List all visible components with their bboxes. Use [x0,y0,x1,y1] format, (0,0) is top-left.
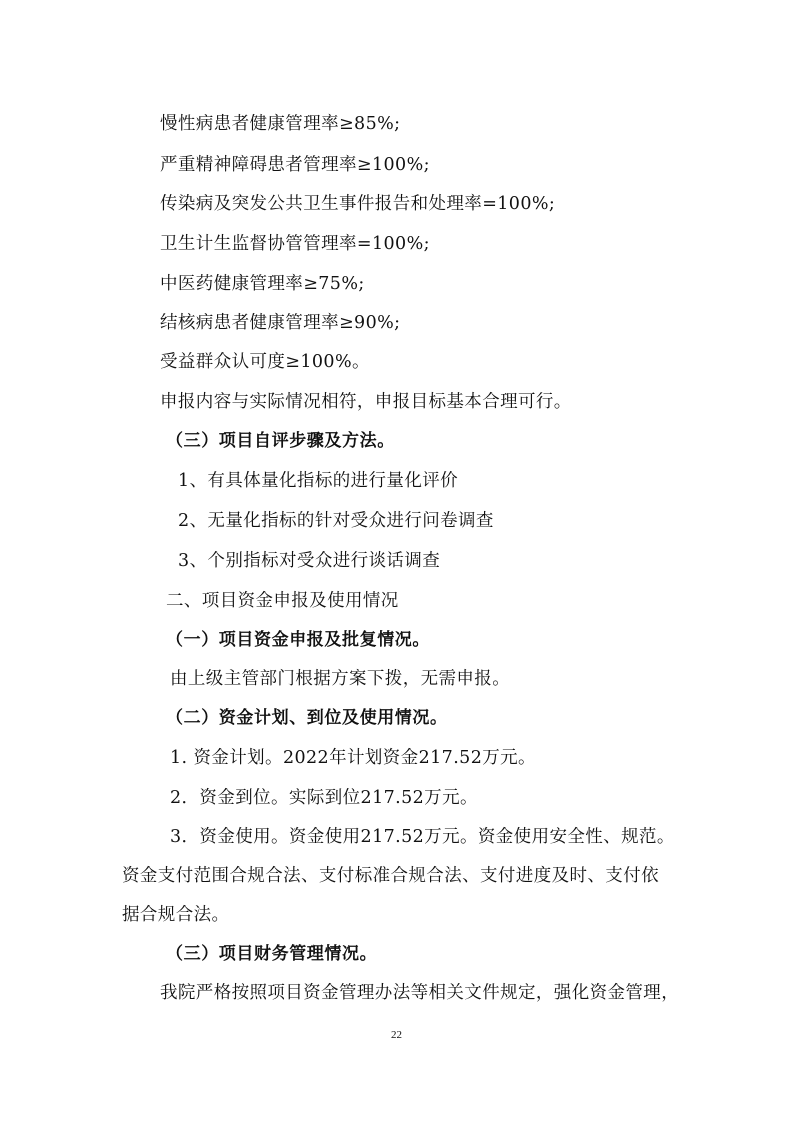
subsection-heading-fund-plan: （二）资金计划、到位及使用情况。 [166,708,448,728]
finance-text: 我院严格按照项目资金管理办法等相关文件规定，强化资金管理， [160,983,680,1003]
application-text: 由上级主管部门根据方案下拨，无需申报。 [170,669,511,689]
section-heading-funding: 二、项目资金申报及使用情况 [166,591,399,611]
fund-use-item: 3．资金使用。资金使用217.52万元。资金使用安全性、规范。 [170,827,675,847]
indicator-infectious-disease: 传染病及突发公共卫生事件报告和处理率=100%; [160,194,556,214]
subsection-heading-application: （一）项目资金申报及批复情况。 [166,630,430,650]
fund-use-continuation: 资金支付范围合规合法、支付标准合规合法、支付进度及时、支付依 [122,866,659,886]
declaration-summary: 申报内容与实际情况相符，申报目标基本合理可行。 [160,392,572,412]
step-2: 2、无量化指标的针对受众进行问卷调查 [178,511,494,531]
indicator-tuberculosis: 结核病患者健康管理率≥90%; [160,313,401,333]
section-heading-evaluation-steps: （三）项目自评步骤及方法。 [166,431,395,451]
indicator-mental-disorder: 严重精神障碍患者管理率≥100%; [160,155,430,175]
fund-arrival-item: 2．资金到位。实际到位217.52万元。 [170,788,478,808]
indicator-satisfaction: 受益群众认可度≥100%。 [160,352,370,372]
subsection-heading-finance: （三）项目财务管理情况。 [166,944,378,964]
indicator-chronic-disease: 慢性病患者健康管理率≥85%; [160,114,401,134]
indicator-supervision: 卫生计生监督协管管理率=100%; [160,234,430,254]
step-1: 1、有具体量化指标的进行量化评价 [178,471,459,491]
fund-plan-item: 1. 资金计划。2022年计划资金217.52万元。 [170,748,536,768]
indicator-tcm: 中医药健康管理率≥75%; [160,274,365,294]
page-number: 22 [391,1029,402,1041]
fund-use-end: 据合规合法。 [122,905,230,925]
step-3: 3、个别指标对受众进行谈话调查 [178,551,441,571]
